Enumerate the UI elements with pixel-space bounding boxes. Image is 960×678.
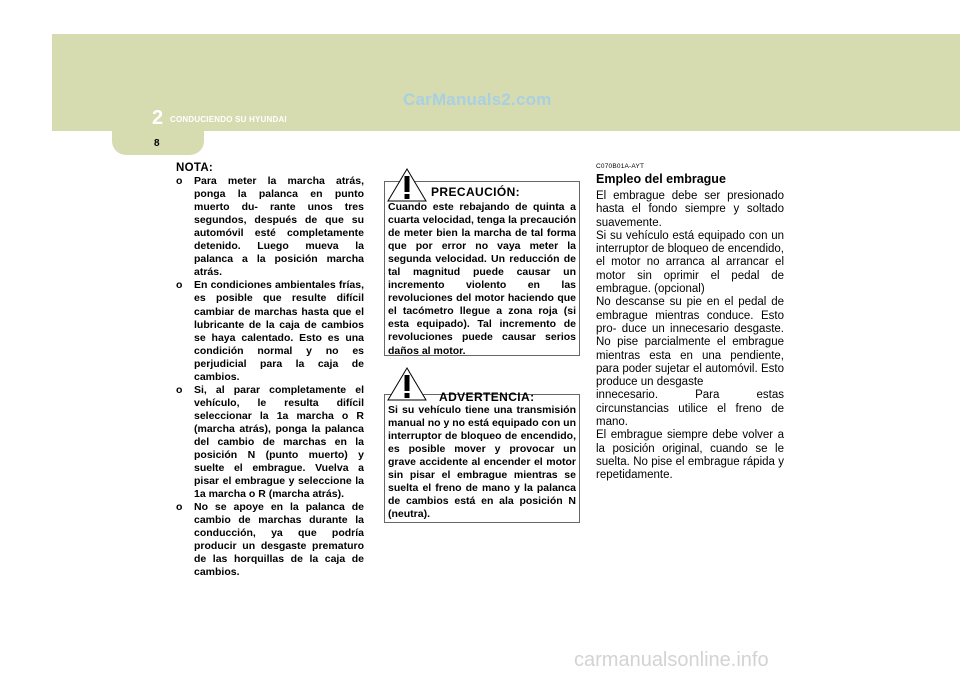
precaucion-heading: PRECAUCIÓN:: [431, 185, 521, 199]
bullet-mark: o: [176, 175, 183, 188]
bullet-mark: o: [176, 279, 183, 292]
paragraph: No descanse su pie en el pedal de embrague mientras conduce. Esto pro- duce un innecesario desgaste. No pise parcialmente el embrague mientras esta en una pendiente, para poder sujetar el automóvil. Esto produce un desgaste: [596, 296, 784, 389]
paragraph: innecesario. Para estas circunstancias utilice el freno de mano.: [596, 389, 784, 429]
paragraph: El embrague siempre debe volver a la posición original, cuando se le suelta. No pise el embrague rápida y repetidamente.: [596, 429, 784, 482]
paragraph: El embrague debe ser presionado hasta el fondo siempre y soltado suavemente.: [596, 190, 784, 229]
page-number: 8: [154, 138, 160, 149]
warning-triangle-icon: [387, 367, 427, 401]
section-title: Empleo del embrague: [596, 172, 726, 186]
nota-section: [176, 162, 364, 580]
nota-title: NOTA:: [176, 162, 214, 174]
advertencia-heading: ADVERTENCIA:: [439, 390, 535, 404]
nota-item: [176, 384, 364, 501]
warning-triangle-icon: [387, 168, 427, 202]
nota-item: [176, 175, 364, 279]
paragraph: Si su vehículo está equipado con un interruptor de bloqueo de encendido, el motor no arranca al arrancar el motor sin oprimir el pedal de embrague. (opcional): [596, 229, 784, 296]
watermark-top[interactable]: CarManuals2.com: [403, 90, 552, 109]
section-code: C070B01A-AYT: [596, 163, 645, 170]
nota-item-text: En condiciones ambientales frías, es posible que resulte difícil cambiar de marchas hasta que el lubricante de la caja de cambios se haya calentado. Esto es una condición normal y no es perjudicial para la caja de cambios.: [194, 279, 364, 383]
precaucion-box: [384, 181, 580, 356]
watermark-bottom[interactable]: carmanualsonline.info: [574, 649, 769, 671]
advertencia-box: [384, 390, 580, 523]
precaucion-text: Cuando este rebajando de quinta a cuarta velocidad, tenga la precaución de meter bien la marcha de tal forma que por error no vaya meter la segunda velocidad. Un reducción de tal magnitud puede causar un incremento violento en las revoluciones del motor haciendo que el tacómetro llegue a zona roja (si esta equipado). Tal incremento de revoluciones puede causar serios daños al motor.: [388, 201, 576, 357]
section-body: [596, 190, 784, 483]
bullet-mark: o: [176, 501, 183, 514]
chapter-number: 2: [152, 107, 164, 129]
nota-item-text: No se apoye en la palanca de cambio de marchas durante la conducción, ya que podría producir un desgaste prematuro de las horquillas de la caja de cambios.: [194, 501, 364, 579]
embrague-section: [596, 163, 784, 483]
nota-item: [176, 501, 364, 579]
nota-item: [176, 279, 364, 383]
chapter-title: CONDUCIENDO SU HYUNDAI: [170, 115, 287, 124]
advertencia-text: Si su vehículo tiene una transmisión manual no y no está equipado con un interruptor de bloqueo de encendido, es posible mover y provocar un grave accidente al encender el motor sin pisar el embrague mientras se suelta el freno de mano y la palanca de cambios está en ala posición N (neutra).: [388, 404, 576, 521]
bullet-mark: o: [176, 383, 183, 396]
nota-item-text: Si, al parar completamente el vehículo, le resulta difícil seleccionar la 1a marcha o R (marcha atrás), ponga la palanca del cambio de marchas en la posición N (punto muerto) y suelte el embrague. Vuelva a pisar el embrague y seleccione la 1a marcha o R (marcha atrás).: [194, 383, 364, 501]
nota-item-text: Para meter la marcha atrás, ponga la palanca en punto muerto du- rante unos tres segundos, después de que su automóvil esté completamente detenido. Luego mueva la palanca a la posición marcha atrás.: [194, 175, 364, 279]
